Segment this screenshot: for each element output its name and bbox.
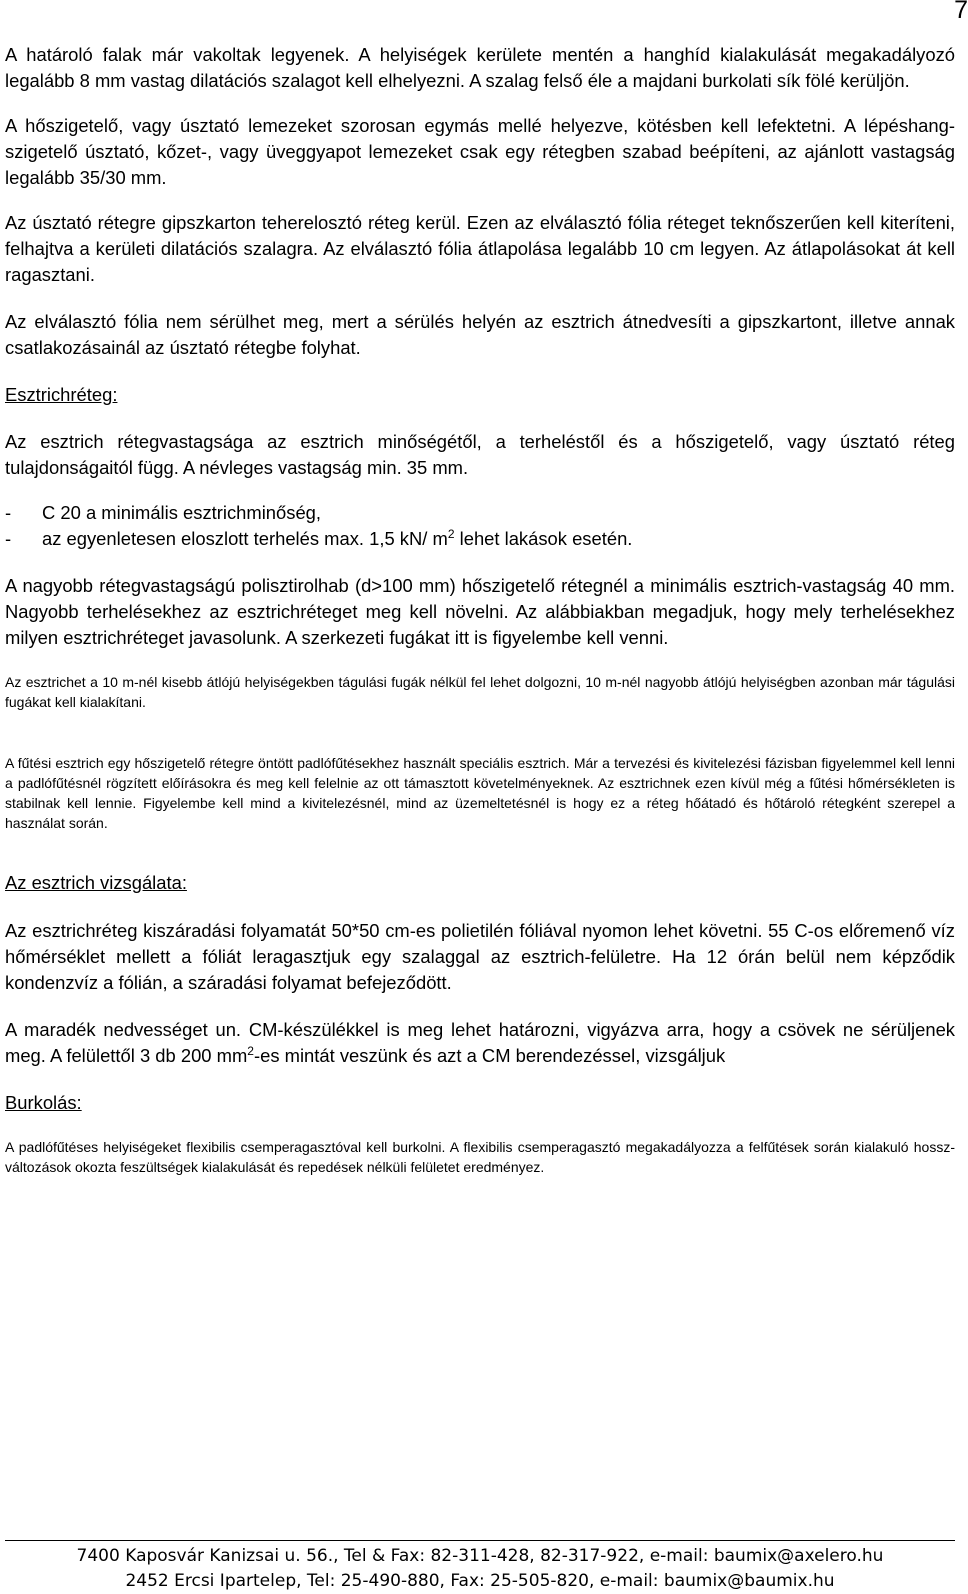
paragraph-expansion-joints: Az esztrichet a 10 m-nél kisebb átlójú helyiségekben tágulási fugák nélkül fel lehet dolgozni, 10 m-nél nagyobb átlójú helyiségben azonban már tágulási fugákat kell kialakítani.	[5, 674, 955, 710]
paragraph-residual-moisture: A maradék nedvességet un. CM-készülékkel is meg lehet határozni, vigyázva arra, hogy a csövek ne sérüljenek meg. A felülettől 3 db 200 $mm^2-es$ mintát veszünk és azt a CM berendezéssel, vizsgáljuk	[5, 1019, 955, 1066]
paragraph-flexible-adhesive: A padlófűtéses helyiségeket flexibilis csemperagasztóval kell burkolni. A flexibilis csemperagasztó megakadályozza a felfűtések során kialakuló hossz-változások okozta feszültségek kialakulását és repedések nélküli felületet eredményez.	[5, 1139, 955, 1175]
document-body	[5, 42, 955, 1177]
list-bullet: -	[5, 528, 12, 549]
page-number: 7	[954, 0, 968, 24]
list-item-load	[5, 526, 955, 552]
footer-divider	[5, 1540, 955, 1541]
paragraph-drying-test: Az esztrichréteg kiszáradási folyamatát 50*50 cm-es polietilén fóliával nyomon lehet követni. 55 C-os előremenő víz hőmérséklet mellett a fóliát leragasztjuk egy szalaggal az esztrich-felületre. Ha 12 órán belül nem képződik kondenzvíz a fólián, a száradási folyamat befejeződött.	[5, 920, 955, 993]
list-item-screed-quality	[5, 500, 955, 526]
section-heading-flooring: Burkolás:	[5, 1092, 82, 1113]
paragraph-separating-foil: Az elválasztó fólia nem sérülhet meg, mert a sérülés helyén az esztrich átnedvesíti a gipszkartont, illetve annak csatlakozásainál az úsztató rétegbe folyhat.	[5, 311, 955, 358]
page-footer	[0, 1544, 960, 1594]
section-heading-screed-layer: Esztrichréteg:	[5, 384, 118, 405]
paragraph-wall-preparation: A határoló falak már vakoltak legyenek. A helyiségek kerülete mentén a hanghíd kialakulását megakadályozó legalább 8 mm vastag dilatációs szalagot kell elhelyezni. A szalag felső éle a majdani burkolati sík fölé kerüljön.	[5, 44, 955, 91]
section-heading-screed-testing: Az esztrich vizsgálata:	[5, 872, 187, 893]
paragraph-thicker-layer: A nagyobb rétegvastagságú polisztirolhab (d>100 mm) hőszigetelő rétegnél a minimális esztrich-vastagság 40 mm. Nagyobb terhelésekhez az esztrichréteget meg kell növelni. Az alábbiakban megadjuk, hogy mely terhelésekhez milyen esztrichréteget javasolunk. A szerkezeti fugákat itt is figyelembe kell venni.	[5, 575, 955, 648]
list-item-text: C 20 a minimális esztrichminőség,	[42, 502, 322, 523]
paragraph-insulation-boards: A hőszigetelő, vagy úsztató lemezeket szorosan egymás mellé helyezve, kötésben kell lefektetni. A lépéshang-szigetelő úsztató, kőzet-, vagy üveggyapot lemezeket csak egy rétegben szabad beépíteni, az ajánlott vastagság legalább 35/30 mm.	[5, 115, 955, 188]
list-bullet: -	[5, 502, 12, 523]
paragraph-heated-screed: A fűtési esztrich egy hőszigetelő rétegre öntött padlófűtésekhez használt speciális esztrich. Már a tervezési és kivitelezési fázisban figyelemmel kell lenni a padlófűtésnél rögzített előírásokra és meg kell felelnie az ott támasztott követelményeknek. Az esztrichnek ezen kívül még a fűtési hőmérsékleten is stabilnak kell lennie. Figyelembe kell mind a kivitelezésnél, mind az üzemeltetésnél is hogy ez a réteg hőátadó és hőtároló rétegként szerepel a használat során.	[5, 755, 955, 831]
footer-address-ercsi: 2452 Ercsi Ipartelep, Tel: 25-490-880, Fax: 25-505-820, e-mail: baumix@baumix.hu	[125, 1571, 835, 1591]
paragraph-screed-thickness: Az esztrich rétegvastagsága az esztrich minőségétől, a terheléstől és a hőszigetelő, vagy úsztató réteg tulajdonságaitól függ. A névleges vastagság min. 35 mm.	[5, 431, 955, 478]
paragraph-gypsum-layer: Az úsztató rétegre gipszkarton teherelosztó réteg kerül. Ezen az elválasztó fólia réteget teknőszerűen kell kiteríteni, felhajtva a kerületi dilatációs szalagra. Az elválasztó fólia átlapolása legalább 10 cm legyen. Az átlapolásokat át kell ragasztani.	[5, 212, 955, 285]
footer-address-kaposvar: 7400 Kaposvár Kanizsai u. 56., Tel & Fax: 82-311-428, 82-317-922, e-mail: baumix@axelero.hu	[76, 1546, 884, 1566]
list-item-text: az egyenletesen eloszlott terhelés max. 1,5 kN/ $m^2$ lehet lakások esetén.	[42, 527, 633, 549]
